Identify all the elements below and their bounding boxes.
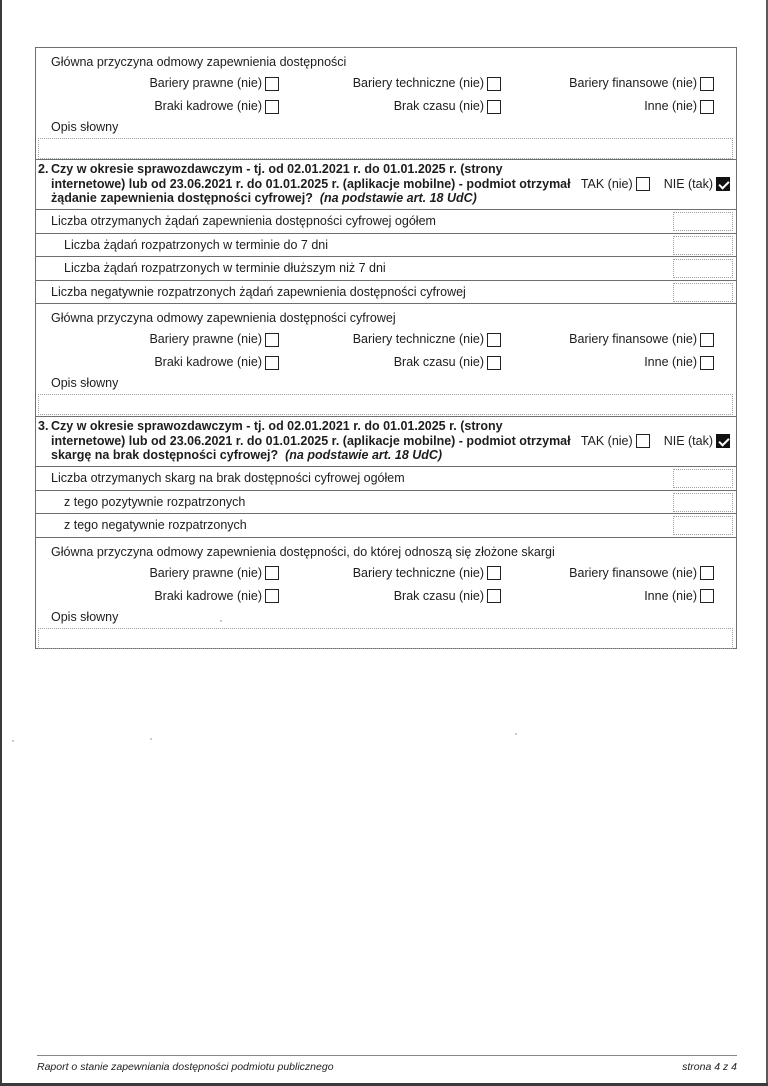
option-financial-barriers[interactable]: Bariery finansowe (nie) — [501, 562, 714, 585]
option-lack-of-time[interactable]: Brak czasu (nie) — [279, 351, 501, 374]
table-row: Liczba żądań rozpatrzonych w terminie do 7 dni — [36, 234, 736, 258]
option-lack-of-time[interactable]: Brak czasu (nie) — [279, 585, 501, 608]
table-row: Liczba żądań rozpatrzonych w terminie dłuższym niż 7 dni — [36, 257, 736, 281]
page-footer — [37, 1055, 737, 1073]
description-input[interactable] — [38, 138, 733, 159]
checkbox-icon[interactable] — [265, 589, 279, 603]
description-label: Opis słowny — [51, 120, 119, 134]
option-technical-barriers[interactable]: Bariery techniczne (nie) — [279, 72, 501, 95]
count-input[interactable] — [673, 283, 733, 302]
option-other[interactable]: Inne (nie) — [501, 585, 714, 608]
checkbox-icon[interactable] — [487, 333, 501, 347]
reasons-title: Główna przyczyna odmowy zapewnienia dostępności, do której odnoszą się złożone skargi — [51, 544, 555, 559]
checkbox-icon[interactable] — [265, 77, 279, 91]
checkbox-checked-icon[interactable] — [716, 177, 730, 191]
checkbox-icon[interactable] — [487, 100, 501, 114]
accessibility-report-form — [35, 47, 737, 649]
checkbox-icon[interactable] — [265, 356, 279, 370]
description-input[interactable] — [38, 394, 733, 415]
legal-basis: (na podstawie art. 18 UdC) — [285, 448, 443, 462]
reasons-title: Główna przyczyna odmowy zapewnienia dostępności cyfrowej — [51, 311, 396, 325]
checkbox-icon[interactable] — [265, 333, 279, 347]
answer-group — [581, 434, 730, 449]
checkbox-icon[interactable] — [700, 356, 714, 370]
legal-basis: (na podstawie art. 18 UdC) — [319, 191, 477, 205]
reasons-title: Główna przyczyna odmowy zapewnienia dostępności — [51, 55, 347, 69]
option-legal-barriers[interactable]: Bariery prawne (nie) — [51, 328, 279, 351]
checkbox-icon[interactable] — [487, 589, 501, 603]
checkbox-icon[interactable] — [700, 589, 714, 603]
checkbox-icon[interactable] — [700, 333, 714, 347]
question-number: 2. — [38, 162, 49, 176]
checkbox-icon[interactable] — [636, 434, 650, 448]
checkbox-icon[interactable] — [487, 566, 501, 580]
checkbox-icon[interactable] — [265, 566, 279, 580]
scan-speck — [220, 620, 222, 622]
option-staff-shortage[interactable]: Braki kadrowe (nie) — [51, 585, 279, 608]
checkbox-icon[interactable] — [700, 77, 714, 91]
checkbox-checked-icon[interactable] — [716, 434, 730, 448]
option-lack-of-time[interactable]: Brak czasu (nie) — [279, 95, 501, 118]
reasons-options — [51, 328, 736, 374]
answer-yes[interactable]: TAK (nie) — [581, 177, 650, 192]
scan-speck — [515, 733, 517, 735]
answer-no[interactable]: NIE (tak) — [664, 177, 730, 192]
description-label: Opis słowny — [51, 376, 119, 390]
question3-reasons — [36, 538, 736, 648]
reasons-options — [51, 72, 736, 118]
scan-edge-left — [0, 0, 2, 1086]
table-row: z tego negatywnie rozpatrzonych — [36, 514, 736, 538]
answer-group — [581, 177, 730, 192]
description-input[interactable] — [38, 628, 733, 649]
count-input[interactable] — [673, 516, 733, 535]
checkbox-icon[interactable] — [265, 100, 279, 114]
table-row: z tego pozytywnie rozpatrzonych — [36, 491, 736, 515]
scan-speck — [12, 740, 14, 742]
reasons-options — [51, 562, 736, 608]
checkbox-icon[interactable] — [487, 77, 501, 91]
checkbox-icon[interactable] — [636, 177, 650, 191]
description-label: Opis słowny — [51, 609, 119, 624]
checkbox-icon[interactable] — [487, 356, 501, 370]
option-financial-barriers[interactable]: Bariery finansowe (nie) — [501, 328, 714, 351]
answer-no[interactable]: NIE (tak) — [664, 434, 730, 449]
table-row: Liczba negatywnie rozpatrzonych żądań zapewnienia dostępności cyfrowej — [36, 281, 736, 305]
option-other[interactable]: Inne (nie) — [501, 351, 714, 374]
count-input[interactable] — [673, 493, 733, 512]
table-row: Liczba otrzymanych żądań zapewnienia dostępności cyfrowej ogółem — [36, 210, 736, 234]
count-input[interactable] — [673, 212, 733, 231]
count-input[interactable] — [673, 469, 733, 488]
count-input[interactable] — [673, 259, 733, 278]
scan-speck — [150, 738, 152, 740]
page-number: strona 4 z 4 — [682, 1061, 737, 1073]
option-other[interactable]: Inne (nie) — [501, 95, 714, 118]
option-staff-shortage[interactable]: Braki kadrowe (nie) — [51, 95, 279, 118]
section1-reasons — [36, 48, 736, 160]
footer-title: Raport o stanie zapewniania dostępności podmiotu publicznego — [37, 1061, 334, 1073]
checkbox-icon[interactable] — [700, 100, 714, 114]
question-2 — [36, 160, 736, 210]
answer-yes[interactable]: TAK (nie) — [581, 434, 650, 449]
option-legal-barriers[interactable]: Bariery prawne (nie) — [51, 562, 279, 585]
option-technical-barriers[interactable]: Bariery techniczne (nie) — [279, 328, 501, 351]
option-legal-barriers[interactable]: Bariery prawne (nie) — [51, 72, 279, 95]
question-text: Czy w okresie sprawozdawczym - tj. od 02.01.2021 r. do 01.01.2025 r. (strony internetowe) lub od 23.06.2021 r. do 01.01.2025 r. (aplikacje mobilne) - podmiot otrzymał żądanie zapewnienia dostępności cyfrowej? (na podstawie art. 18 UdC) — [51, 162, 571, 205]
question-3 — [36, 417, 736, 467]
count-input[interactable] — [673, 236, 733, 255]
question-text: Czy w okresie sprawozdawczym - tj. od 02.01.2021 r. do 01.01.2025 r. (strony internetowe) lub od 23.06.2021 r. do 01.01.2025 r. (aplikacje mobilne) - podmiot otrzymał skargę na brak dostępności cyfrowej? (na podstawie art. 18 UdC) — [51, 419, 571, 462]
question2-reasons — [36, 304, 736, 417]
option-staff-shortage[interactable]: Braki kadrowe (nie) — [51, 351, 279, 374]
table-row: Liczba otrzymanych skarg na brak dostępności cyfrowej ogółem — [36, 467, 736, 491]
option-technical-barriers[interactable]: Bariery techniczne (nie) — [279, 562, 501, 585]
question-number: 3. — [38, 419, 49, 433]
option-financial-barriers[interactable]: Bariery finansowe (nie) — [501, 72, 714, 95]
checkbox-icon[interactable] — [700, 566, 714, 580]
